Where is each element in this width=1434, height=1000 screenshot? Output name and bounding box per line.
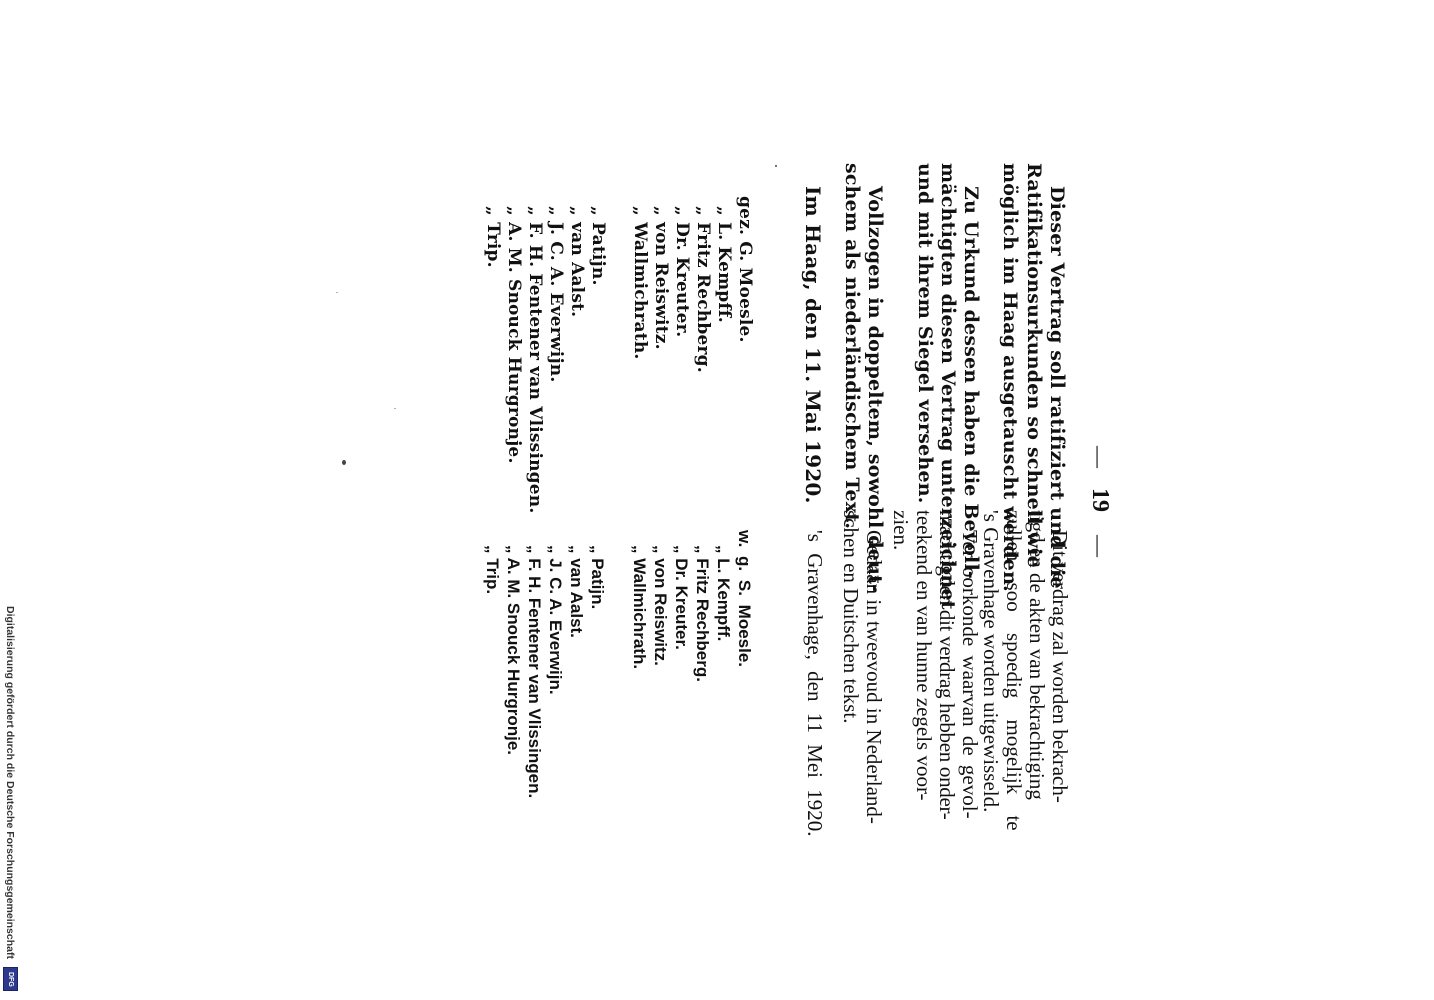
german-sig-7: „ Patijn. [588,206,608,286]
dutch-para2-line4: zien. [889,510,913,551]
dutch-sig-4: „ Dr. Kreuter. [672,545,691,650]
dutch-sig-6: „ Wallmichrath. [630,545,649,670]
dutch-sig-11: „ A. M. Snouck Hurgronje. [504,545,523,755]
german-sig-3: „ Fritz Rechberg. [693,206,713,373]
german-sig-4: „ Dr. Kreuter. [672,206,692,338]
german-para2-line3: und mit ihrem Siegel versehen. [914,163,936,504]
scan-speck [342,460,346,465]
german-sig-10: „ F. H. Fentener van Vlissingen. [525,206,545,514]
german-sig-8: „ van Aalst. [567,206,587,318]
german-sig-2: „ L. Kempff. [714,206,734,323]
german-sig-1: gez. G. Moesle. [735,196,755,343]
page-dash-top: — [1087,446,1112,468]
dutch-para3-line2: schen en Duitschen tekst. [839,510,863,724]
dutch-sig-5: „ von Reiswitz. [651,545,670,666]
dutch-sig-7: „ Patijn. [588,545,607,610]
dutch-sig-12: „ Trip. [483,545,502,595]
page-number: 19 [1087,488,1113,512]
dutch-sig-1: w. g. S. Moesle. [735,530,754,668]
dfg-logo-text: DFG [7,972,14,987]
page-dash-bottom: — [1087,535,1112,557]
dutch-para2-line3: teekend en van hunne zegels voor- [912,510,936,801]
dutch-para1-line3: zullen soo spoedig mogelijk te [1002,510,1026,831]
dutch-para1-line4: 's Gravenhage worden uitgewisseld. [979,510,1003,813]
dutch-sig-2: „ L. Kempff. [714,545,733,642]
german-sig-12: „ Trip. [483,206,503,268]
german-sig-5: „ von Reiswitz. [651,206,671,350]
dutch-sig-3: „ Fritz Rechberg. [693,545,712,682]
german-sig-9: „ J. C. A. Everwijn. [546,206,566,383]
german-para1-line2: Ratifikationsurkunden so schnell wie [1023,163,1045,568]
dutch-sig-9: „ J. C. A. Everwijn. [546,545,565,695]
scan-speck [336,292,338,293]
dutch-para2-line1: Ter oorkonde waarvan de gevol- [958,530,982,819]
dutch-para3-line1: Gedaan in tweevoud in Nederland- [862,530,886,824]
german-para3-line1: Vollzogen in doppeltem, sowohl deut- [864,186,886,593]
scan-speck [394,408,396,409]
german-para2-line2: mächtigten diesen Vertrag unterzeichnet [937,163,959,610]
dutch-para1-line1: Dit verdrag zal worden bekrach- [1048,530,1072,803]
dfg-logo-icon [3,967,18,991]
german-sig-6: „ Wallmichrath. [630,206,650,360]
scan-speck [775,165,777,167]
german-para3-line2: schem als niederländischem Text. [841,163,863,530]
dutch-sig-10: „ F. H. Fentener van Vlissingen. [525,545,544,799]
german-para1-line1: Dieser Vertrag soll ratifiziert und die [1046,186,1068,589]
dutch-para1-line2: tigd en de akten van bekrachtiging [1025,510,1049,800]
german-para2-line1: Zu Urkund dessen haben die Bevoll- [960,186,982,579]
dutch-date: 's Gravenhage, den 11 Mei 1920. [803,530,827,837]
dutch-sig-8: „ van Aalst. [567,545,586,638]
german-date: Im Haag, den 11. Mai 1920. [801,186,825,504]
digitization-footer: Digitalisierung gefördert durch die Deutsche Forschungsgemeinschaft [4,606,16,959]
german-para1-line3: möglich im Haag ausgetauscht werden. [999,163,1021,592]
dutch-para2-line2: machtigden dit verdrag hebben onder- [935,510,959,820]
german-sig-11: „ A. M. Snouck Hurgronje. [504,206,524,464]
